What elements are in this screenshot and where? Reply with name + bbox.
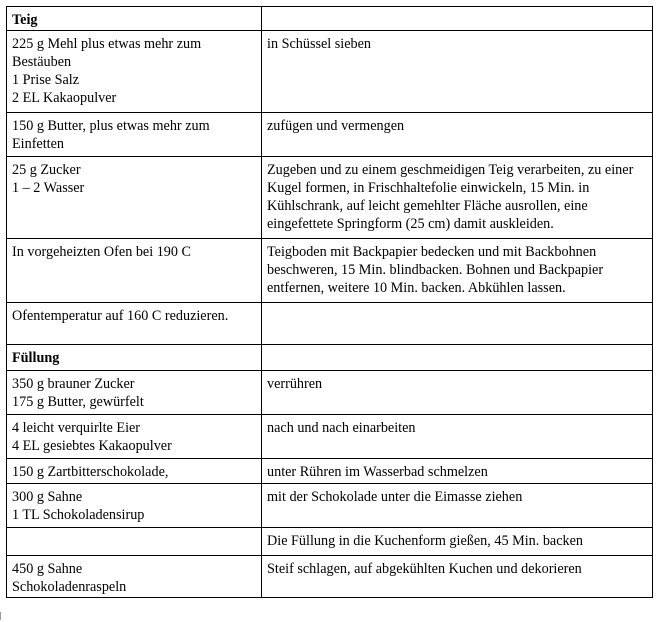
instruction-text: unter Rühren im Wasserbad schmelzen — [267, 464, 488, 480]
ingredient-cell — [7, 7, 262, 31]
instruction-cell — [262, 459, 653, 484]
recipe-row — [7, 157, 653, 239]
instruction-cell — [262, 7, 653, 31]
recipe-row — [7, 484, 653, 528]
ingredient-line: 225 g Mehl plus etwas mehr zum Bestäuben — [12, 36, 202, 70]
ingredient-line: 175 g Butter, gewürfelt — [12, 394, 144, 410]
instruction-text: Steif schlagen, auf abgekühlten Kuchen und dekorieren — [267, 561, 582, 577]
section-title: Füllung — [12, 350, 60, 366]
instruction-cell — [262, 157, 653, 239]
recipe-row — [7, 459, 653, 484]
recipe-row — [7, 239, 653, 303]
document-page — [6, 6, 652, 598]
ingredient-line: In vorgeheizten Ofen bei 190 C — [12, 244, 191, 260]
ingredient-cell — [7, 556, 262, 598]
instruction-cell — [262, 345, 653, 371]
instruction-text: Die Füllung in die Kuchenform gießen, 45 Min. backen — [267, 533, 583, 549]
ingredient-line: 150 g Zartbitterschokolade, — [12, 464, 169, 480]
ingredient-cell — [7, 345, 262, 371]
instruction-text: zufügen und vermengen — [267, 118, 405, 134]
section-header-row — [7, 7, 653, 31]
ingredient-line: 2 EL Kakaopulver — [12, 90, 117, 106]
recipe-row — [7, 556, 653, 598]
instruction-cell — [262, 113, 653, 157]
ingredient-line: 1 – 2 Wasser — [12, 180, 85, 196]
instruction-text: Zugeben und zu einem geschmeidigen Teig verarbeiten, zu einer Kugel formen, in Frischhaltefolie einwickeln, 15 Min. in Kühlschrank, auf leicht gemehlter Fläche ausrollen, eine eingefettete Springform (25 cm) damit auskleiden. — [267, 162, 634, 232]
ingredient-cell — [7, 371, 262, 415]
ingredient-cell — [7, 528, 262, 556]
ingredient-cell — [7, 157, 262, 239]
instruction-cell — [262, 303, 653, 345]
instruction-text: Teigboden mit Backpapier bedecken und mit Backbohnen beschweren, 15 Min. blindbacken. Bohnen und Backpapier entfernen, weitere 10 Min. backen. Abkühlen lassen. — [267, 244, 604, 296]
ingredient-cell — [7, 484, 262, 528]
instruction-cell — [262, 31, 653, 113]
section-title: Teig — [12, 12, 38, 28]
ingredient-line: 300 g Sahne — [12, 489, 83, 505]
ingredient-cell — [7, 415, 262, 459]
recipe-row — [7, 415, 653, 459]
ingredient-line: 1 TL Schokoladensirup — [12, 507, 145, 523]
ingredient-cell — [7, 459, 262, 484]
recipe-row — [7, 371, 653, 415]
instruction-cell — [262, 415, 653, 459]
instruction-text: nach und nach einarbeiten — [267, 420, 416, 436]
ingredient-line: 350 g brauner Zucker — [12, 376, 135, 392]
ingredient-line: 25 g Zucker — [12, 162, 81, 178]
ingredient-line: 150 g Butter, plus etwas mehr zum Einfetten — [12, 118, 210, 152]
instruction-cell — [262, 239, 653, 303]
ingredient-line: 4 EL gesiebtes Kakaopulver — [12, 438, 172, 454]
ingredient-line: Schokoladenraspeln — [12, 579, 127, 595]
instruction-text: in Schüssel sieben — [267, 36, 372, 52]
page-corner-mark — [0, 612, 5, 620]
instruction-cell — [262, 556, 653, 598]
section-header-row — [7, 345, 653, 371]
ingredient-cell — [7, 113, 262, 157]
recipe-row — [7, 528, 653, 556]
instruction-text: verrühren — [267, 376, 323, 392]
instruction-cell — [262, 528, 653, 556]
ingredient-line: 450 g Sahne — [12, 561, 83, 577]
ingredient-cell — [7, 303, 262, 345]
ingredient-line: Ofentemperatur auf 160 C reduzieren. — [12, 308, 229, 324]
instruction-cell — [262, 484, 653, 528]
recipe-row — [7, 303, 653, 345]
instruction-cell — [262, 371, 653, 415]
recipe-row — [7, 113, 653, 157]
ingredient-cell — [7, 31, 262, 113]
ingredient-cell — [7, 239, 262, 303]
instruction-text: mit der Schokolade unter die Eimasse ziehen — [267, 489, 523, 505]
ingredient-line: 1 Prise Salz — [12, 72, 79, 88]
recipe-table — [6, 6, 653, 598]
ingredient-line: 4 leicht verquirlte Eier — [12, 420, 141, 436]
recipe-row — [7, 31, 653, 113]
recipe-table-body — [7, 7, 653, 598]
